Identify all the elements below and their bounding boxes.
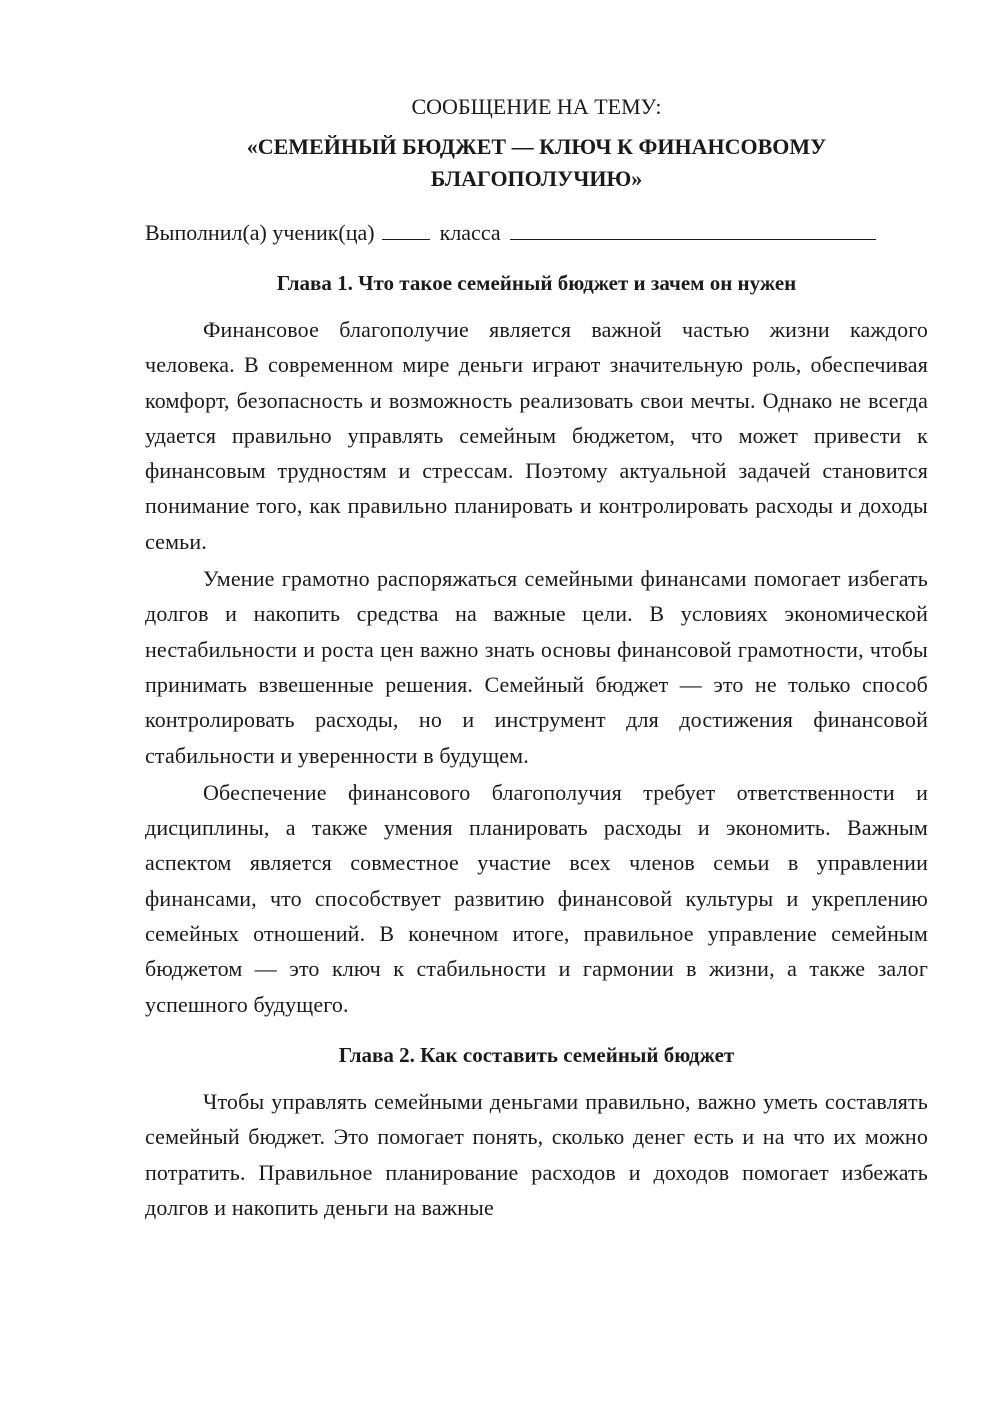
class-label: класса [439, 220, 501, 245]
author-prefix: Выполнил(а) ученик(ца) [145, 220, 375, 245]
document-header: СООБЩЕНИЕ НА ТЕМУ: [411, 94, 662, 119]
chapter-1-heading: Глава 1. Что такое семейный бюджет и зачем он нужен [276, 271, 797, 295]
chapter-2-heading: Глава 2. Как составить семейный бюджет [338, 1042, 735, 1067]
chapter-2-paragraph: Чтобы управлять семейными деньгами правильно, важно уметь составлять семейный бюджет. Это помогает понять, сколько денег есть и на что их можно потратить. Правильное планирование расходов и доходов помогает избежать долгов и накопить деньги на важные [145, 1088, 928, 1220]
chapter-1-paragraph: Обеспечение финансового благополучия требует ответственности и дисциплины, а также умения планировать расходы и экономить. Важным аспектом является совместное участие всех членов семьи в управлении финансами, что способствует развитию финансовой культуры и укреплению семейных отношений. В конечном итоге, правильное управление семейным бюджетом — это ключ к стабильности и гармонии в жизни, а также залог успешного будущего. [145, 779, 928, 1017]
document-page [145, 92, 928, 1227]
chapter-1-paragraph: Умение грамотно распоряжаться семейными финансами помогает избегать долгов и накопить средства на важные цели. В условиях экономической нестабильности и роста цен важно знать основы финансовой грамотности, чтобы принимать взвешенные решения. Семейный бюджет — это не только способ контролировать расходы, но и инструмент для достижения финансовой стабильности и уверенности в будущем. [145, 566, 928, 768]
document-title: «СЕМЕЙНЫЙ БЮДЖЕТ — КЛЮЧ К ФИНАНСОВОМУ БЛАГОПОЛУЧИЮ» [246, 134, 827, 191]
chapter-1-paragraph: Финансовое благополучие является важной частью жизни каждого человека. В современном мире деньги играют значительную роль, обеспечивая комфорт, безопасность и возможность реализовать свои мечты. Однако не всегда удается правильно управлять семейным бюджетом, что может привести к финансовым трудностям и стрессам. Поэтому актуальной задачей становится понимание того, как правильно планировать и контролировать расходы и доходы семьи. [145, 317, 928, 554]
student-name-blank [510, 217, 876, 240]
class-number-blank [382, 217, 430, 240]
author-line [145, 217, 928, 248]
